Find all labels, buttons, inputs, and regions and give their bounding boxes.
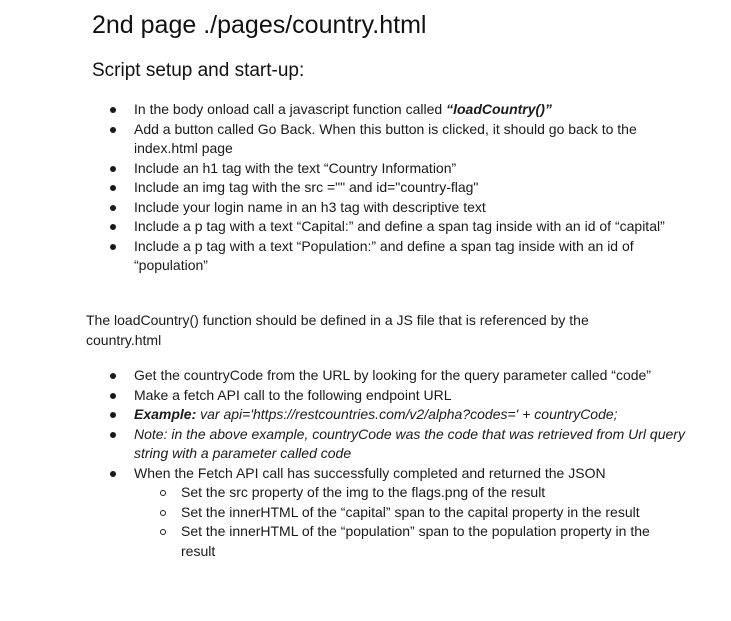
sub-list-item-text: Set the src property of the img to the flags.png of the result: [181, 484, 546, 500]
page-title: 2nd page ./pages/country.html: [92, 11, 427, 39]
bullet-icon: [110, 107, 116, 113]
bullet-icon: [110, 127, 116, 133]
list-item: [106, 217, 686, 237]
hollow-bullet-icon: [160, 510, 166, 516]
list-item-text: Get the countryCode from the URL by looking for the query parameter called “code”: [134, 367, 651, 383]
list-item: [106, 386, 686, 406]
bullet-icon: [110, 393, 116, 399]
list-item: [106, 120, 686, 159]
list-item-text: Make a fetch API call to the following endpoint URL: [134, 386, 452, 403]
list-item: [106, 159, 686, 179]
list-item: [106, 100, 686, 120]
sub-list-item: [134, 522, 686, 561]
section-subtitle: Script setup and start-up:: [92, 60, 305, 81]
list-item-text: When the Fetch API call has successfully completed and returned the JSON: [134, 464, 606, 481]
bullet-icon: [110, 185, 116, 191]
sub-list-item: [134, 483, 686, 503]
hollow-bullet-icon: [160, 529, 166, 535]
hollow-bullet-icon: [160, 490, 166, 496]
list-item-text: Add a button called Go Back. When this button is clicked, it should go back to the index.html page: [134, 120, 637, 156]
load-country-paragraph: The loadCountry() function should be defined in a JS file that is referenced by the country.html: [86, 312, 589, 348]
bullet-icon: [110, 471, 116, 477]
sub-list-item-text: Set the innerHTML of the “population” span to the population property in the result: [181, 523, 650, 559]
list-item: [106, 366, 686, 386]
list-item-text: Include an img tag with the src ="" and id="country-flag": [134, 179, 479, 195]
example-label: Example:: [134, 406, 197, 422]
setup-bullet-list: [106, 100, 686, 276]
bullet-icon: [110, 166, 116, 172]
list-item: [106, 198, 686, 218]
list-item: [106, 405, 686, 425]
sub-list-item-text: Set the innerHTML of the “capital” span to the capital property in the result: [181, 503, 640, 520]
bullet-icon: [110, 244, 116, 250]
bullet-icon: [110, 224, 116, 230]
steps-bullet-list: [106, 366, 686, 561]
bullet-icon: [110, 432, 116, 438]
bullet-icon: [110, 373, 116, 379]
list-item-text: Include your login name in an h3 tag with descriptive text: [134, 198, 486, 215]
function-name-emphasis: “loadCountry()”: [446, 101, 552, 117]
list-item: [106, 178, 686, 198]
example-code: var api='https://restcountries.com/v2/alpha?codes=' + countryCode;: [196, 406, 618, 422]
list-item-text: Include an h1 tag with the text “Country Information”: [134, 159, 457, 176]
bullet-icon: [110, 205, 116, 211]
list-item: [106, 237, 686, 276]
list-item-text: Include a p tag with a text “Population:” and define a span tag inside with an id of “population”: [134, 237, 634, 273]
list-item: [106, 425, 686, 464]
list-item-text: Include a p tag with a text “Capital:” and define a span tag inside with an id of “capital”: [134, 218, 665, 234]
note-text: Note: in the above example, countryCode was the code that was retrieved from Url query string with a parameter called code: [134, 425, 685, 461]
list-item: [106, 464, 686, 562]
sub-list-item: [134, 503, 686, 523]
list-item-text: In the body onload call a javascript function called: [134, 101, 447, 117]
sub-bullet-list: [134, 483, 686, 561]
bullet-icon: [110, 412, 116, 418]
